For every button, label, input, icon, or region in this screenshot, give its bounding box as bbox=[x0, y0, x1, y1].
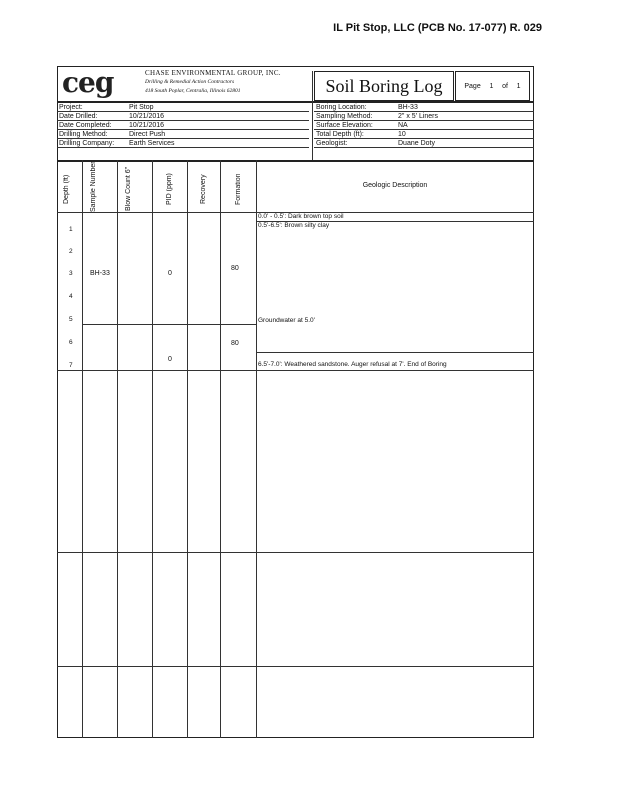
recovery-value: 80 bbox=[231, 265, 239, 272]
page-current: 1 bbox=[489, 82, 494, 90]
company-tagline: Drilling & Remedial Action Contractors bbox=[145, 79, 235, 85]
page-indicator bbox=[455, 71, 530, 101]
page-of: of bbox=[502, 82, 508, 90]
info-rule bbox=[314, 111, 534, 112]
pid-value: 0 bbox=[168, 270, 172, 277]
section-rule bbox=[57, 666, 534, 667]
company-name: CHASE ENVIRONMENTAL GROUP, INC. bbox=[145, 69, 281, 77]
depth-mark: 4 bbox=[69, 293, 73, 300]
info-label: Date Drilled: bbox=[59, 113, 98, 120]
depth-mark: 7 bbox=[69, 362, 73, 369]
col-header-blow-count: Blow Count 6" bbox=[125, 166, 132, 212]
info-rule bbox=[57, 111, 309, 112]
info-label: Date Completed: bbox=[59, 122, 112, 129]
info-rule bbox=[314, 138, 534, 139]
depth-mark: 5 bbox=[69, 316, 73, 323]
page-label: Page bbox=[464, 82, 481, 90]
col-header-pid: PID (ppm) bbox=[166, 173, 173, 205]
company-address: 418 South Poplar, Centralia, Illinois 62801 bbox=[145, 88, 241, 94]
table-header-top bbox=[57, 160, 534, 162]
col-header-geologic-description: Geologic Description bbox=[362, 182, 428, 189]
project-info-left bbox=[59, 103, 309, 148]
info-label: Total Depth (ft): bbox=[316, 131, 364, 138]
info-rule bbox=[314, 120, 534, 121]
description-rule bbox=[256, 352, 534, 353]
info-label: Surface Elevation: bbox=[316, 122, 373, 129]
info-label: Geologist: bbox=[316, 140, 348, 147]
col-header-depth: Depth (ft) bbox=[63, 174, 70, 204]
col-divider bbox=[187, 160, 188, 738]
info-label: Sampling Method: bbox=[316, 113, 373, 120]
info-value: BH-33 bbox=[398, 104, 418, 111]
col-divider bbox=[220, 160, 221, 738]
description-line: 0.0' - 0.5': Dark brown top soil bbox=[258, 213, 344, 220]
info-rule bbox=[314, 147, 534, 148]
company-logo: ceg bbox=[62, 66, 114, 99]
col-divider bbox=[152, 160, 153, 738]
col-header-recovery: Recovery bbox=[200, 174, 207, 204]
info-value: 10 bbox=[398, 131, 406, 138]
info-rule bbox=[57, 138, 309, 139]
depth-mark: 3 bbox=[69, 270, 73, 277]
info-value: NA bbox=[398, 122, 408, 129]
info-label: Project: bbox=[59, 104, 83, 111]
info-value: Duane Doty bbox=[398, 140, 435, 147]
info-value: Earth Services bbox=[129, 140, 175, 147]
col-header-formation: Formation bbox=[235, 173, 242, 205]
info-divider bbox=[312, 71, 313, 161]
sample-number: BH-33 bbox=[90, 270, 110, 277]
info-rule bbox=[57, 120, 309, 121]
company-info bbox=[145, 69, 281, 96]
depth-mark: 2 bbox=[69, 248, 73, 255]
info-rule bbox=[57, 129, 309, 130]
info-label: Boring Location: bbox=[316, 104, 367, 111]
description-line: 0.5'-6.5': Brown silty clay bbox=[258, 222, 330, 229]
section-rule bbox=[57, 552, 534, 553]
pid-value: 0 bbox=[168, 356, 172, 363]
col-divider bbox=[256, 160, 257, 738]
log-end-rule bbox=[57, 370, 534, 371]
col-divider bbox=[82, 160, 83, 738]
info-value: Pit Stop bbox=[129, 104, 154, 111]
log-title: Soil Boring Log bbox=[314, 71, 454, 101]
document-reference: IL Pit Stop, LLC (PCB No. 17-077) R. 029 bbox=[333, 22, 542, 34]
col-header-sample: Sample Number bbox=[90, 161, 97, 212]
info-value: Direct Push bbox=[129, 131, 166, 138]
depth-mark: 1 bbox=[69, 226, 73, 233]
project-info-right bbox=[316, 103, 531, 148]
info-rule bbox=[314, 129, 534, 130]
recovery-value: 80 bbox=[231, 340, 239, 347]
info-value: 10/21/2016 bbox=[129, 113, 165, 120]
depth-mark: 6 bbox=[69, 339, 73, 346]
info-rule bbox=[57, 147, 309, 148]
info-value: 10/21/2016 bbox=[129, 122, 165, 129]
page-total: 1 bbox=[516, 82, 521, 90]
description-line: Groundwater at 5.0' bbox=[258, 317, 315, 324]
info-label: Drilling Method: bbox=[59, 131, 108, 138]
col-divider bbox=[117, 160, 118, 738]
sample-interval-rule bbox=[82, 324, 256, 325]
info-label: Drilling Company: bbox=[59, 140, 115, 147]
info-value: 2" x 5' Liners bbox=[398, 113, 439, 120]
description-line: 6.5'-7.0': Weathered sandstone. Auger refusal at 7'. End of Boring bbox=[258, 361, 447, 368]
